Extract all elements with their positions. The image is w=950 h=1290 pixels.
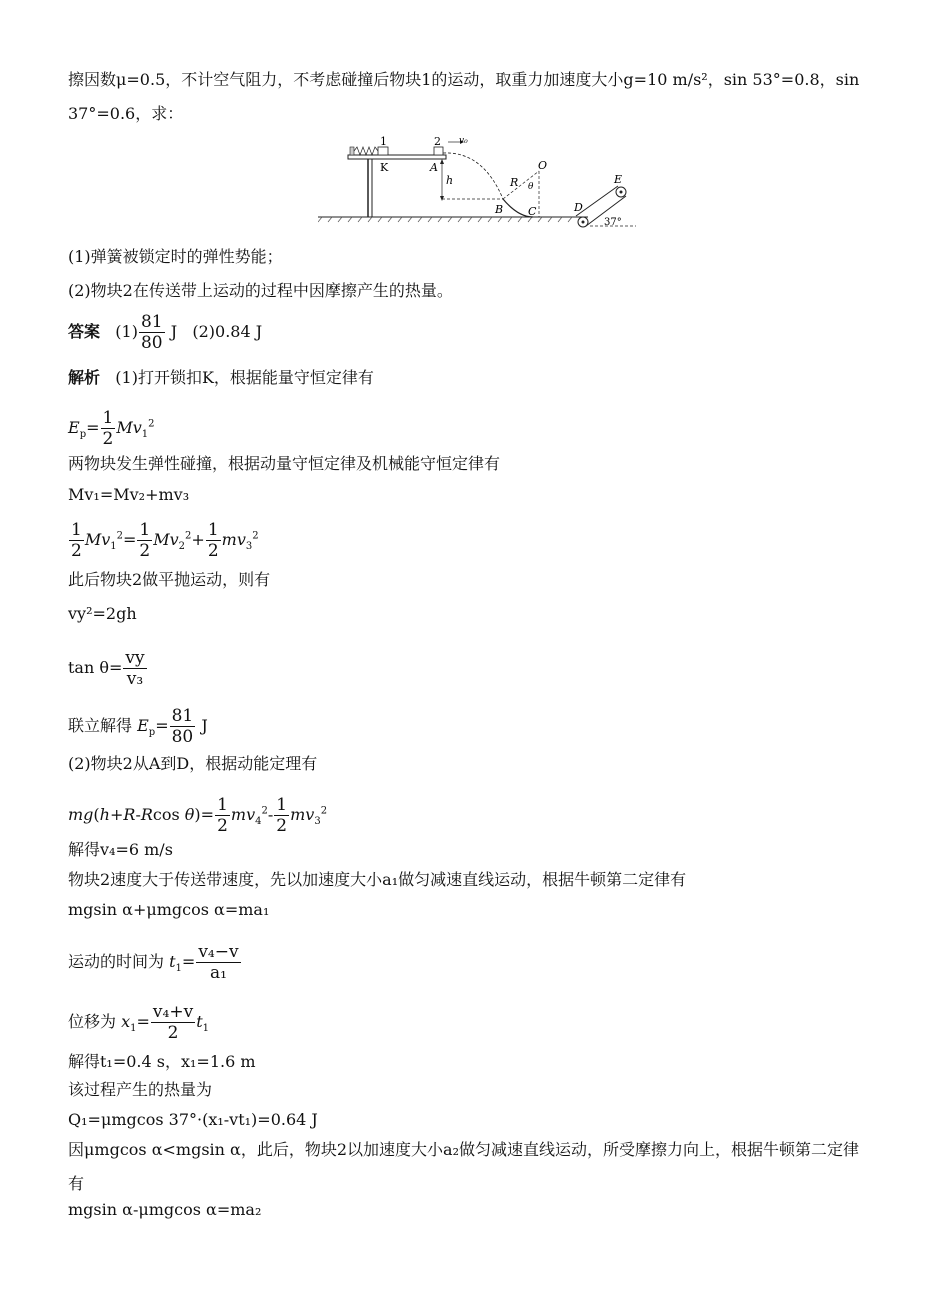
analysis-s6: 解得v₄=6 m/s bbox=[68, 840, 173, 859]
label-block2: 2 bbox=[434, 135, 441, 148]
label-v0: v₀ bbox=[459, 136, 468, 146]
analysis-s3: 此后物块2做平抛运动，则有 bbox=[68, 570, 271, 589]
answer-part1-unit: J bbox=[170, 322, 178, 341]
label-E: E bbox=[614, 173, 623, 186]
label-R: R bbox=[510, 176, 519, 189]
formula-ep: $E_p=$ $\frac{1}{2}$ $Mv_1^2$ bbox=[68, 408, 155, 449]
formula-newton1: mgsin α+μmgcos α=ma₁ bbox=[68, 900, 270, 919]
intro-text: 擦因数μ=0.5，不计空气阻力，不考虑碰撞后物块1的运动，取重力加速度大小g=10 m/s²，sin 53°=0.8，sin 37°=0.6，求： bbox=[68, 70, 860, 123]
formula-work-energy: mg(h+R-Rcos θ)= $\frac{1}{2}$ $mv_4^2-$ $\frac{1}{2}$ $mv_3^2$ bbox=[68, 795, 328, 836]
analysis-start bbox=[68, 366, 374, 390]
answer-part2: (2)0.84 J bbox=[192, 322, 263, 341]
analysis-label: 解析 bbox=[68, 368, 101, 387]
analysis-s12: Q₁=μmgcos 37°·(x₁-vt₁)=0.64 J bbox=[68, 1110, 318, 1129]
analysis-s7: 物块2速度大于传送带速度，先以加速度大小a₁做匀减速直线运动，根据牛顿第二定律有 bbox=[68, 870, 687, 889]
formula-x1: 位移为 $x_1=$ $\frac{\text{v₄+v}}{2}$ $t_1$ bbox=[68, 1002, 210, 1043]
analysis-s10: 解得t₁=0.4 s，x₁=1.6 m bbox=[68, 1052, 256, 1071]
answer-part1-fraction: $\frac{81}{80}$ bbox=[140, 312, 163, 353]
label-angle: 37° bbox=[604, 217, 622, 228]
label-theta: θ bbox=[528, 182, 534, 192]
analysis-s5: (2)物块2从A到D，根据动能定理有 bbox=[68, 754, 318, 773]
formula-vy: vy²=2gh bbox=[68, 604, 137, 623]
label-O: O bbox=[538, 159, 548, 172]
answer-line bbox=[68, 312, 262, 353]
label-K: K bbox=[380, 161, 389, 174]
question-2: (2)物块2在传送带上运动的过程中因摩擦产生的热量。 bbox=[68, 281, 453, 300]
answer-label: 答案 bbox=[68, 322, 101, 341]
label-A: A bbox=[430, 161, 438, 174]
analysis-s11: 该过程产生的热量为 bbox=[68, 1080, 213, 1099]
formula-energy: $\frac{1}{2}$ $Mv_1^2=$ $\frac{1}{2}$ $Mv_2^2+$ $\frac{1}{2}$ $mv_3^2$ bbox=[71, 520, 259, 561]
formula-t1: 运动的时间为 $t_1=$ $\frac{\text{v₄−v}}{\text{a₁}}$ bbox=[68, 942, 239, 983]
label-C: C bbox=[528, 205, 537, 218]
analysis-s13: 因μmgcos α<mgsin α，此后，物块2以加速度大小a₂做匀减速直线运动，所受摩擦力向上，根据牛顿第二定律有 bbox=[68, 1140, 859, 1193]
label-h: h bbox=[446, 174, 454, 187]
label-block1: 1 bbox=[380, 135, 387, 148]
label-D: D bbox=[574, 201, 583, 214]
formula-momentum: Mv₁=Mv₂+mv₃ bbox=[68, 485, 190, 504]
question-1: (1)弹簧被锁定时的弹性势能； bbox=[68, 247, 283, 266]
analysis-s2: 两物块发生弹性碰撞，根据动量守恒定律及机械能守恒定律有 bbox=[68, 454, 501, 473]
label-B: B bbox=[495, 203, 504, 216]
analysis-s14: mgsin α-μmgcos α=ma₂ bbox=[68, 1200, 262, 1219]
formula-tan: tan θ= $\frac{vy}{\text{v₃}}$ bbox=[68, 648, 145, 689]
physics-diagram bbox=[318, 135, 638, 231]
analysis-s1: (1)打开锁扣K，根据能量守恒定律有 bbox=[115, 368, 374, 387]
answer-part1-prefix: (1) bbox=[115, 322, 138, 341]
formula-ep-result: 联立解得 $E_p=$ $\frac{81}{80}$ J bbox=[68, 706, 208, 747]
